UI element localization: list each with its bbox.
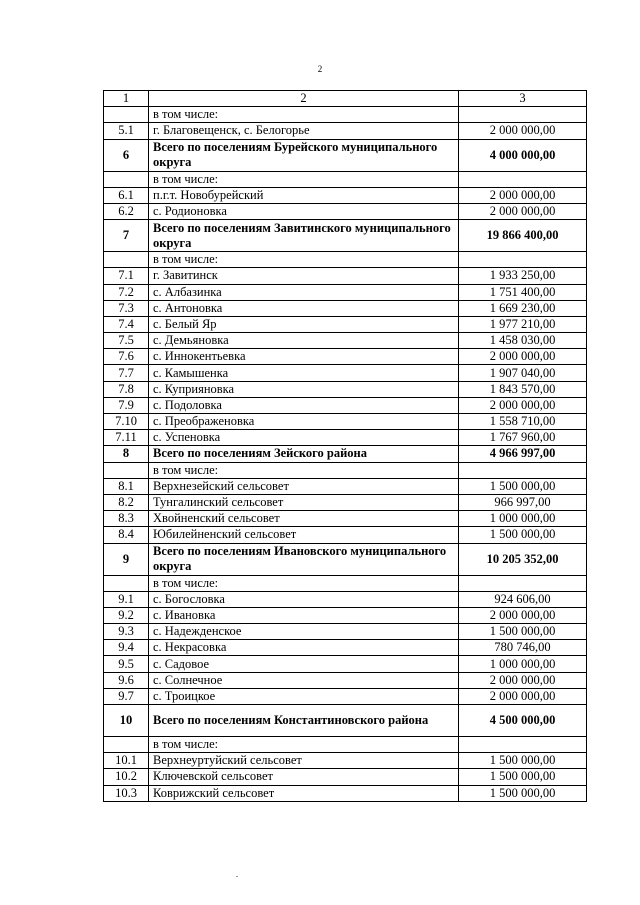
table-row <box>104 753 587 769</box>
table-row <box>104 785 587 801</box>
row-number-cell: 9.3 <box>104 624 149 640</box>
header-col-2: 2 <box>149 91 459 107</box>
row-amount-cell: 2 000 000,00 <box>459 187 587 203</box>
row-number-cell: 7.3 <box>104 300 149 316</box>
table-row <box>104 252 587 268</box>
row-number-cell <box>104 575 149 591</box>
table-row <box>104 414 587 430</box>
row-name-cell: Всего по поселениям Константиновского района <box>149 705 459 737</box>
row-amount-cell: 1 933 250,00 <box>459 268 587 284</box>
row-number-cell: 6.1 <box>104 187 149 203</box>
row-amount-cell: 1 500 000,00 <box>459 753 587 769</box>
row-amount-cell: 2 000 000,00 <box>459 397 587 413</box>
row-amount-cell: 4 966 997,00 <box>459 446 587 462</box>
row-amount-cell: 1 500 000,00 <box>459 478 587 494</box>
row-number-cell: 6 <box>104 139 149 171</box>
row-name-cell: Верхнеуртуйский сельсовет <box>149 753 459 769</box>
row-amount-cell: 19 866 400,00 <box>459 220 587 252</box>
row-amount-cell <box>459 171 587 187</box>
row-amount-cell: 2 000 000,00 <box>459 688 587 704</box>
row-amount-cell: 780 746,00 <box>459 640 587 656</box>
table-row <box>104 672 587 688</box>
row-number-cell <box>104 107 149 123</box>
row-number-cell: 7.5 <box>104 333 149 349</box>
table-header-row <box>104 91 587 107</box>
table-row <box>104 494 587 510</box>
row-name-cell: Тунгалинский сельсовет <box>149 494 459 510</box>
row-name-cell: в том числе: <box>149 462 459 478</box>
table-row <box>104 462 587 478</box>
table-row <box>104 769 587 785</box>
row-number-cell: 9.4 <box>104 640 149 656</box>
row-name-cell: Верхнезейский сельсовет <box>149 478 459 494</box>
row-number-cell: 10.2 <box>104 769 149 785</box>
row-amount-cell: 1 500 000,00 <box>459 769 587 785</box>
row-amount-cell: 4 500 000,00 <box>459 705 587 737</box>
row-name-cell: с. Богословка <box>149 591 459 607</box>
table-body <box>104 91 587 802</box>
row-amount-cell: 1 000 000,00 <box>459 511 587 527</box>
row-amount-cell: 1 500 000,00 <box>459 527 587 543</box>
row-number-cell: 10 <box>104 705 149 737</box>
row-number-cell: 7.10 <box>104 414 149 430</box>
row-amount-cell: 966 997,00 <box>459 494 587 510</box>
row-amount-cell: 2 000 000,00 <box>459 672 587 688</box>
row-number-cell: 7.1 <box>104 268 149 284</box>
row-name-cell: г. Благовещенск, с. Белогорье <box>149 123 459 139</box>
row-amount-cell: 1 669 230,00 <box>459 300 587 316</box>
header-col-3: 3 <box>459 91 587 107</box>
allocation-table <box>103 90 587 802</box>
table-row <box>104 527 587 543</box>
row-name-cell: с. Садовое <box>149 656 459 672</box>
row-amount-cell: 1 500 000,00 <box>459 785 587 801</box>
table-row <box>104 591 587 607</box>
table-row <box>104 575 587 591</box>
row-name-cell: с. Преображеновка <box>149 414 459 430</box>
table-row <box>104 203 587 219</box>
row-amount-cell: 1 907 040,00 <box>459 365 587 381</box>
row-name-cell: в том числе: <box>149 107 459 123</box>
row-name-cell: с. Албазинка <box>149 284 459 300</box>
row-name-cell: с. Родионовка <box>149 203 459 219</box>
row-amount-cell: 4 000 000,00 <box>459 139 587 171</box>
table-row <box>104 187 587 203</box>
row-number-cell: 10.1 <box>104 753 149 769</box>
table-row <box>104 688 587 704</box>
table-row <box>104 171 587 187</box>
row-amount-cell <box>459 575 587 591</box>
row-amount-cell: 2 000 000,00 <box>459 203 587 219</box>
table-row <box>104 511 587 527</box>
row-number-cell: 9.6 <box>104 672 149 688</box>
table-row <box>104 478 587 494</box>
table-row <box>104 640 587 656</box>
row-name-cell: с. Троицкое <box>149 688 459 704</box>
scan-speck <box>236 876 238 877</box>
row-number-cell: 9.2 <box>104 607 149 623</box>
row-number-cell: 9 <box>104 543 149 575</box>
row-number-cell: 6.2 <box>104 203 149 219</box>
row-amount-cell <box>459 252 587 268</box>
row-number-cell <box>104 462 149 478</box>
row-number-cell: 7.8 <box>104 381 149 397</box>
row-amount-cell: 1 977 210,00 <box>459 316 587 332</box>
row-number-cell <box>104 737 149 753</box>
row-name-cell: в том числе: <box>149 575 459 591</box>
row-number-cell: 7.4 <box>104 316 149 332</box>
row-number-cell: 8.4 <box>104 527 149 543</box>
row-number-cell: 10.3 <box>104 785 149 801</box>
row-number-cell: 8.3 <box>104 511 149 527</box>
row-name-cell: Всего по поселениям Завитинского муниципального округа <box>149 220 459 252</box>
row-number-cell: 7.7 <box>104 365 149 381</box>
header-col-1: 1 <box>104 91 149 107</box>
table-total-row <box>104 705 587 737</box>
row-number-cell: 8.2 <box>104 494 149 510</box>
row-number-cell: 8 <box>104 446 149 462</box>
row-number-cell: 8.1 <box>104 478 149 494</box>
row-number-cell: 7 <box>104 220 149 252</box>
row-amount-cell <box>459 107 587 123</box>
row-name-cell: с. Иннокентьевка <box>149 349 459 365</box>
row-amount-cell: 2 000 000,00 <box>459 607 587 623</box>
table-row <box>104 430 587 446</box>
row-name-cell: с. Надежденское <box>149 624 459 640</box>
page-number: 2 <box>317 64 323 74</box>
row-number-cell: 7.6 <box>104 349 149 365</box>
table-row <box>104 397 587 413</box>
row-name-cell: с. Антоновка <box>149 300 459 316</box>
row-name-cell: Всего по поселениям Зейского района <box>149 446 459 462</box>
table-row <box>104 624 587 640</box>
row-amount-cell: 1 751 400,00 <box>459 284 587 300</box>
table-row <box>104 607 587 623</box>
row-number-cell <box>104 252 149 268</box>
row-amount-cell <box>459 737 587 753</box>
row-name-cell: Всего по поселениям Бурейского муниципального округа <box>149 139 459 171</box>
row-name-cell: Юбилейненский сельсовет <box>149 527 459 543</box>
row-name-cell: с. Белый Яр <box>149 316 459 332</box>
row-number-cell: 9.1 <box>104 591 149 607</box>
table-row <box>104 365 587 381</box>
row-amount-cell: 1 558 710,00 <box>459 414 587 430</box>
table-row <box>104 381 587 397</box>
row-name-cell: Всего по поселениям Ивановского муниципального округа <box>149 543 459 575</box>
row-name-cell: Хвойненский сельсовет <box>149 511 459 527</box>
row-name-cell: в том числе: <box>149 737 459 753</box>
row-amount-cell: 10 205 352,00 <box>459 543 587 575</box>
row-name-cell: в том числе: <box>149 171 459 187</box>
row-name-cell: с. Некрасовка <box>149 640 459 656</box>
table-row <box>104 300 587 316</box>
row-name-cell: с. Камышенка <box>149 365 459 381</box>
row-name-cell: с. Успеновка <box>149 430 459 446</box>
table-row <box>104 316 587 332</box>
table-row <box>104 737 587 753</box>
row-amount-cell: 1 000 000,00 <box>459 656 587 672</box>
row-amount-cell: 924 606,00 <box>459 591 587 607</box>
table-row <box>104 268 587 284</box>
row-name-cell: г. Завитинск <box>149 268 459 284</box>
row-amount-cell: 1 843 570,00 <box>459 381 587 397</box>
row-name-cell: с. Куприяновка <box>149 381 459 397</box>
row-number-cell: 9.7 <box>104 688 149 704</box>
row-amount-cell: 1 458 030,00 <box>459 333 587 349</box>
table-row <box>104 349 587 365</box>
table-total-row <box>104 139 587 171</box>
row-name-cell: п.г.т. Новобурейский <box>149 187 459 203</box>
row-name-cell: с. Подоловка <box>149 397 459 413</box>
row-name-cell: Коврижский сельсовет <box>149 785 459 801</box>
table-row <box>104 656 587 672</box>
row-number-cell: 9.5 <box>104 656 149 672</box>
table-row <box>104 333 587 349</box>
row-name-cell: с. Солнечное <box>149 672 459 688</box>
row-name-cell: в том числе: <box>149 252 459 268</box>
row-amount-cell <box>459 462 587 478</box>
row-number-cell: 7.11 <box>104 430 149 446</box>
row-name-cell: с. Демьяновка <box>149 333 459 349</box>
row-amount-cell: 1 500 000,00 <box>459 624 587 640</box>
row-name-cell: Ключевской сельсовет <box>149 769 459 785</box>
row-number-cell: 5.1 <box>104 123 149 139</box>
table-total-row <box>104 446 587 462</box>
table-row <box>104 107 587 123</box>
row-number-cell: 7.9 <box>104 397 149 413</box>
table-row <box>104 284 587 300</box>
table-total-row <box>104 543 587 575</box>
row-amount-cell: 2 000 000,00 <box>459 123 587 139</box>
row-name-cell: с. Ивановка <box>149 607 459 623</box>
table-total-row <box>104 220 587 252</box>
table-row <box>104 123 587 139</box>
row-amount-cell: 2 000 000,00 <box>459 349 587 365</box>
row-number-cell: 7.2 <box>104 284 149 300</box>
row-amount-cell: 1 767 960,00 <box>459 430 587 446</box>
row-number-cell <box>104 171 149 187</box>
